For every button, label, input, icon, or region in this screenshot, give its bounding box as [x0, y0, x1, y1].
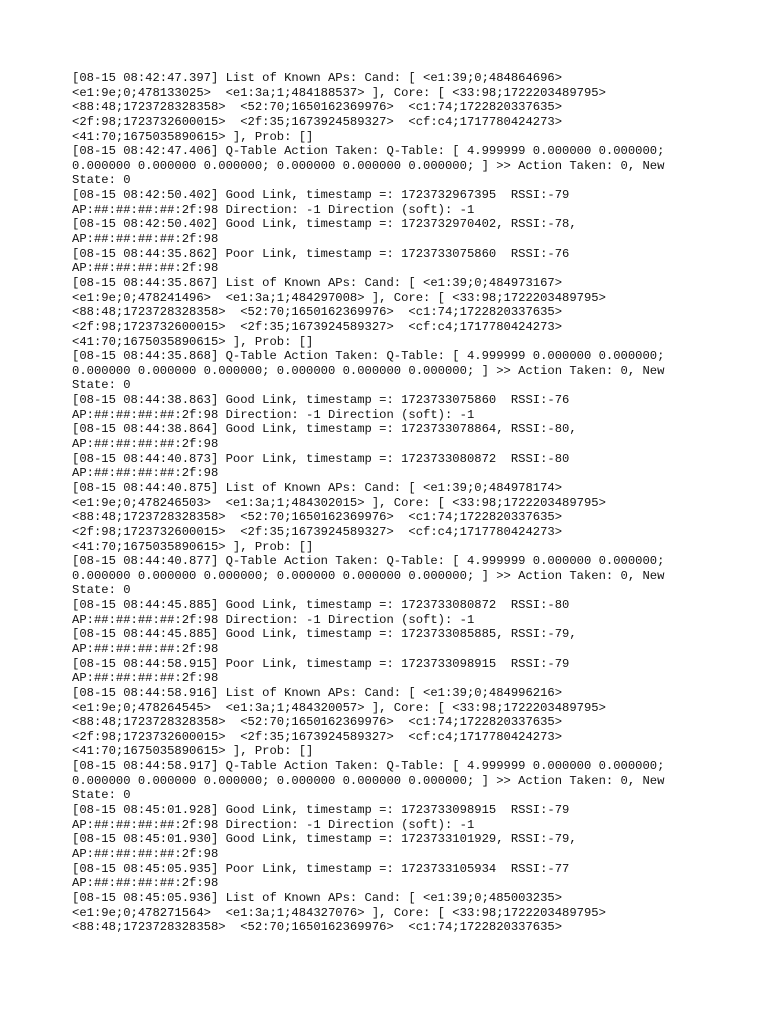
log-text-block [72, 71, 692, 935]
log-line: [08-15 08:44:45.885] Good Link, timestamp =: 1723733085885, RSSI:-79, [72, 627, 577, 642]
log-line: AP:##:##:##:##:2f:98 [72, 261, 219, 276]
log-line: AP:##:##:##:##:2f:98 [72, 232, 219, 247]
log-line: <e1:9e;0;478271564> <e1:3a;1;484327076> ], Core: [ <33:98;1722203489795> [72, 905, 606, 920]
log-line: AP:##:##:##:##:2f:98 Direction: -1 Direction (soft): -1 [72, 612, 475, 627]
log-line: AP:##:##:##:##:2f:98 [72, 437, 219, 452]
log-line: AP:##:##:##:##:2f:98 Direction: -1 Direction (soft): -1 [72, 202, 475, 217]
log-line: <88:48;1723728328358> <52:70;1650162369976> <c1:74;1722820337635> [72, 100, 563, 115]
log-line: [08-15 08:44:40.877] Q-Table Action Taken: Q-Table: [ 4.999999 0.000000 0.000000; [72, 554, 665, 569]
log-line: [08-15 08:42:50.402] Good Link, timestamp =: 1723732967395 RSSI:-79 [72, 188, 570, 203]
log-line: [08-15 08:44:58.916] List of Known APs: Cand: [ <e1:39;0;484996216> [72, 685, 563, 700]
log-line: <e1:9e;0;478264545> <e1:3a;1;484320057> ], Core: [ <33:98;1722203489795> [72, 700, 606, 715]
log-line: <41:70;1675035890615> ], Prob: [] [72, 744, 314, 759]
log-line: <41:70;1675035890615> ], Prob: [] [72, 129, 314, 144]
log-line: AP:##:##:##:##:2f:98 Direction: -1 Direction (soft): -1 [72, 407, 475, 422]
log-line: 0.000000 0.000000 0.000000; 0.000000 0.000000 0.000000; ] >> Action Taken: 0, New [72, 568, 665, 583]
log-line: [08-15 08:44:35.868] Q-Table Action Taken: Q-Table: [ 4.999999 0.000000 0.000000; [72, 349, 665, 364]
log-line: <88:48;1723728328358> <52:70;1650162369976> <c1:74;1722820337635> [72, 715, 563, 730]
log-line: [08-15 08:45:05.936] List of Known APs: Cand: [ <e1:39;0;485003235> [72, 890, 563, 905]
log-line: 0.000000 0.000000 0.000000; 0.000000 0.000000 0.000000; ] >> Action Taken: 0, New [72, 158, 665, 173]
log-line: [08-15 08:45:01.930] Good Link, timestamp =: 1723733101929, RSSI:-79, [72, 832, 577, 847]
log-line: [08-15 08:42:47.397] List of Known APs: Cand: [ <e1:39;0;484864696> [72, 71, 563, 85]
log-line: <41:70;1675035890615> ], Prob: [] [72, 334, 314, 349]
log-line: [08-15 08:45:05.935] Poor Link, timestamp =: 1723733105934 RSSI:-77 [72, 861, 570, 876]
log-line: <e1:9e;0;478133025> <e1:3a;1;484188537> ], Core: [ <33:98;1722203489795> [72, 85, 606, 100]
log-line: [08-15 08:44:58.917] Q-Table Action Taken: Q-Table: [ 4.999999 0.000000 0.000000; [72, 759, 665, 774]
log-line: [08-15 08:44:58.915] Poor Link, timestamp =: 1723733098915 RSSI:-79 [72, 656, 570, 671]
log-line: AP:##:##:##:##:2f:98 [72, 846, 219, 861]
log-line: <2f:98;1723732600015> <2f:35;1673924589327> <cf:c4;1717780424273> [72, 729, 563, 744]
log-line: [08-15 08:44:38.863] Good Link, timestamp =: 1723733075860 RSSI:-76 [72, 393, 570, 408]
log-line: AP:##:##:##:##:2f:98 [72, 641, 219, 656]
log-line: AP:##:##:##:##:2f:98 [72, 466, 219, 481]
log-line: AP:##:##:##:##:2f:98 [72, 671, 219, 686]
log-line: <e1:9e;0;478241496> <e1:3a;1;484297008> ], Core: [ <33:98;1722203489795> [72, 290, 606, 305]
log-line: State: 0 [72, 378, 131, 393]
log-line: <2f:98;1723732600015> <2f:35;1673924589327> <cf:c4;1717780424273> [72, 524, 563, 539]
log-line: <41:70;1675035890615> ], Prob: [] [72, 539, 314, 554]
log-line: [08-15 08:44:38.864] Good Link, timestamp =: 1723733078864, RSSI:-80, [72, 422, 577, 437]
log-line: State: 0 [72, 583, 131, 598]
log-line: [08-15 08:44:45.885] Good Link, timestamp =: 1723733080872 RSSI:-80 [72, 598, 570, 613]
log-line: State: 0 [72, 788, 131, 803]
log-line: <88:48;1723728328358> <52:70;1650162369976> <c1:74;1722820337635> [72, 305, 563, 320]
log-line: AP:##:##:##:##:2f:98 [72, 876, 219, 891]
log-line: <e1:9e;0;478246503> <e1:3a;1;484302015> ], Core: [ <33:98;1722203489795> [72, 495, 606, 510]
log-line: 0.000000 0.000000 0.000000; 0.000000 0.000000 0.000000; ] >> Action Taken: 0, New [72, 773, 665, 788]
log-line: [08-15 08:44:35.867] List of Known APs: Cand: [ <e1:39;0;484973167> [72, 275, 563, 290]
log-line: 0.000000 0.000000 0.000000; 0.000000 0.000000 0.000000; ] >> Action Taken: 0, New [72, 363, 665, 378]
log-line: [08-15 08:45:01.928] Good Link, timestamp =: 1723733098915 RSSI:-79 [72, 803, 570, 818]
log-line: <88:48;1723728328358> <52:70;1650162369976> <c1:74;1722820337635> [72, 510, 563, 525]
log-line: AP:##:##:##:##:2f:98 Direction: -1 Direction (soft): -1 [72, 817, 475, 832]
log-line: State: 0 [72, 173, 131, 188]
log-line: [08-15 08:44:40.873] Poor Link, timestamp =: 1723733080872 RSSI:-80 [72, 451, 570, 466]
log-line: <2f:98;1723732600015> <2f:35;1673924589327> <cf:c4;1717780424273> [72, 114, 563, 129]
log-line: [08-15 08:42:47.406] Q-Table Action Taken: Q-Table: [ 4.999999 0.000000 0.000000; [72, 144, 665, 159]
log-line: <88:48;1723728328358> <52:70;1650162369976> <c1:74;1722820337635> [72, 920, 563, 935]
log-line: [08-15 08:42:50.402] Good Link, timestamp =: 1723732970402, RSSI:-78, [72, 217, 577, 232]
log-line: [08-15 08:44:35.862] Poor Link, timestamp =: 1723733075860 RSSI:-76 [72, 246, 570, 261]
log-line: <2f:98;1723732600015> <2f:35;1673924589327> <cf:c4;1717780424273> [72, 319, 563, 334]
log-line: [08-15 08:44:40.875] List of Known APs: Cand: [ <e1:39;0;484978174> [72, 480, 563, 495]
